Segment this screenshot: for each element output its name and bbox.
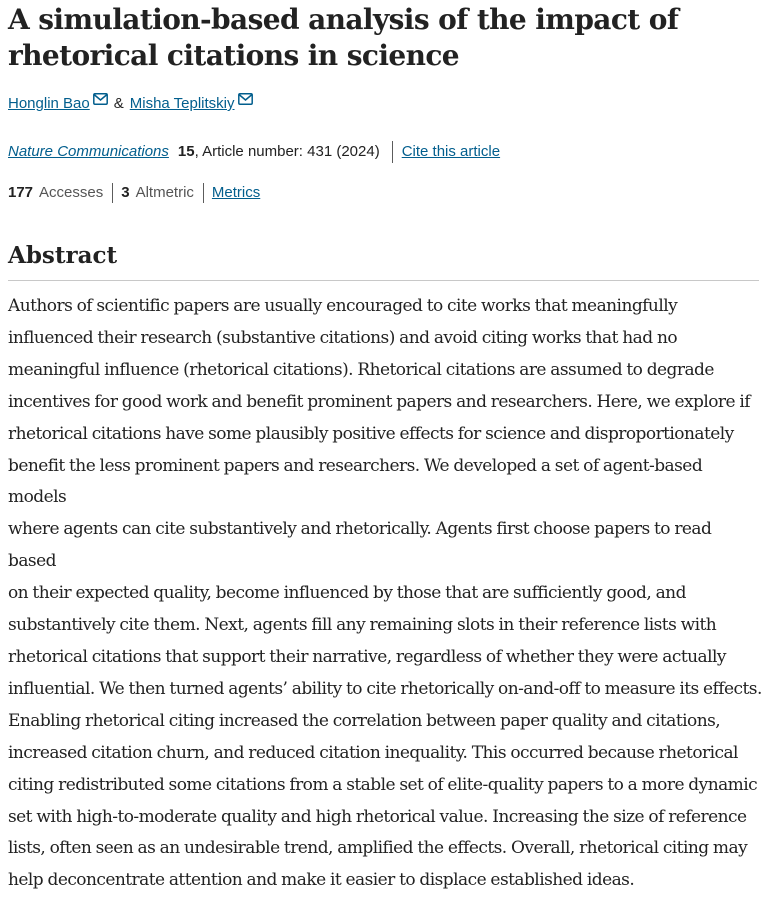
author-link-misha-teplitskiy[interactable]: Misha Teplitskiy [129,95,235,112]
volume-number: 15 [177,143,195,160]
accesses-count: 177 [8,184,34,201]
abstract-line: influential. We then turned agents’ ability to cite rhetorically on-and-off to measure its effects. [8,678,762,699]
altmetric-count: 3 [121,184,130,201]
abstract-line: rhetorical citations have some plausibly positive effects for science and disproportionately [8,423,734,444]
metrics-link[interactable]: Metrics [211,184,261,201]
author-list [8,94,253,114]
author-link-honglin-bao[interactable]: Honglin Bao [8,95,90,112]
accesses-label: Accesses [39,184,104,201]
abstract-line: substantively cite them. Next, agents fill any remaining slots in their reference lists with [8,615,717,636]
abstract-line: rhetorical citations that support their narrative, regardless of whether they were actually [8,646,726,667]
abstract-line: lists, often seen as an undesirable trend, amplified the effects. Overall, rhetorical citing may [8,838,748,859]
abstract-line: Enabling rhetorical citing increased the correlation between paper quality and citations, [8,710,721,731]
abstract-line: citing redistributed some citations from a stable set of elite-quality papers to a more dynamic [8,774,758,795]
abstract-line: where agents can cite substantively and rhetorically. Agents first choose papers to read based [8,519,712,572]
abstract-line: increased citation churn, and reduced citation inequality. This occurred because rhetorical [8,742,738,763]
mail-icon[interactable] [93,93,108,105]
citation-line [8,141,500,163]
abstract-line: help deconcentrate attention and make it easier to displace established ideas. [8,870,635,891]
abstract-line: Authors of scientific papers are usually encouraged to cite works that meaningfully [8,296,678,316]
abstract-heading: Abstract [8,242,118,269]
divider [203,183,204,203]
abstract-line: set with high-to-moderate quality and high rhetorical value. Increasing the size of reference [8,806,747,827]
section-divider [8,280,759,281]
journal-link[interactable]: Nature Communications [8,143,169,160]
abstract-line: benefit the less prominent papers and researchers. We developed a set of agent-based models [8,455,703,508]
divider [392,141,393,163]
abstract-line: incentives for good work and benefit prominent papers and researchers. Here, we explore if [8,391,750,412]
article-title: A simulation-based analysis of the impact of rhetorical citations in science [8,3,679,72]
author-separator: & [113,95,124,112]
mail-icon[interactable] [238,93,253,105]
metrics-bar [8,182,260,204]
abstract-line: meaningful influence (rhetorical citations). Rhetorical citations are assumed to degrade [8,359,714,380]
abstract-line: influenced their research (substantive citations) and avoid citing works that had no [8,327,678,348]
altmetric-label: Altmetric [135,184,194,201]
divider [112,183,113,203]
abstract-line: on their expected quality, become influenced by those that are sufficiently good, and [8,583,686,604]
article-number: , Article number: 431 (2024) [194,143,380,160]
cite-this-article-link[interactable]: Cite this article [401,143,501,160]
abstract-body [8,291,763,897]
